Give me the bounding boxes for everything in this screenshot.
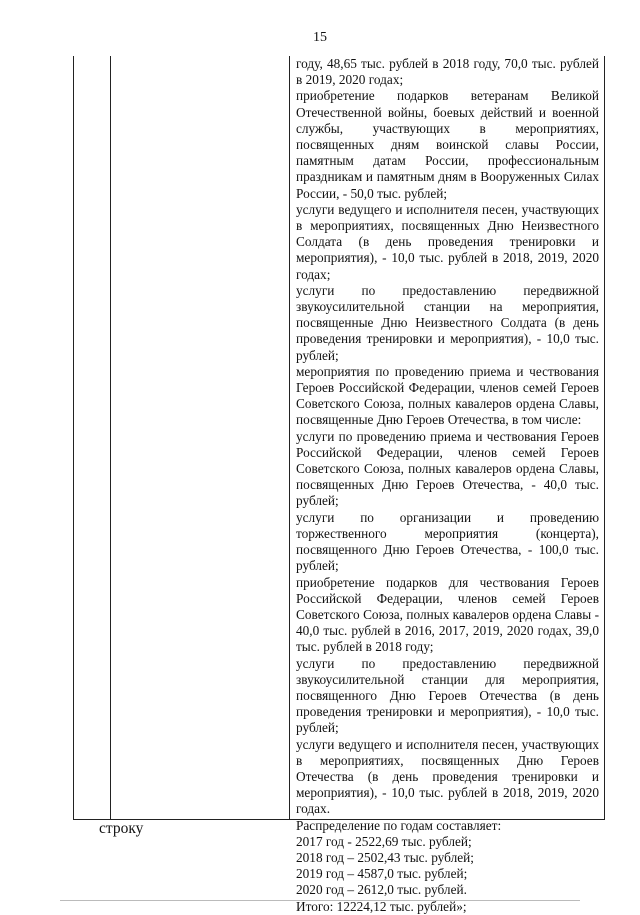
cell-paragraph: услуги по предоставлению передвижной звукоусилительной станции на мероприятия, посвященные Дню Неизвестного Солдата (в день проведения тренировки и мероприятия), - 10,0 тыс. рублей; <box>296 282 599 363</box>
cell-paragraph: приобретение подарков ветеранам Великой Отечественной войны, боевых действий и военной службы, участвующих в мероприятиях, посвященных дням воинской славы России, памятным датам России, профессиональным праздникам и памятным дням в Вооруженных Силах России, - 50,0 тыс. рублей; <box>296 88 599 201</box>
cell-paragraph: 2019 год – 4587,0 тыс. рублей; <box>296 866 468 882</box>
table-cell-text <box>296 56 599 915</box>
footer-text: строку <box>99 820 144 837</box>
cell-paragraph: Распределение по годам составляет: <box>296 817 502 833</box>
cell-paragraph: Итого: 12224,12 тыс. рублей»; <box>296 898 467 914</box>
page-number: 15 <box>313 30 327 45</box>
cell-paragraph: услуги ведущего и исполнителя песен, участвующих в мероприятиях, посвященных Дню Героев Отечества (в день проведения тренировки и мероприятия), - 10,0 тыс. рублей в 2018, 2019, 2020 годах. <box>296 736 599 817</box>
cell-paragraph: услуги по организации и проведению торжественного мероприятия (концерта), посвященного Дню Героев Отечества, - 100,0 тыс. рублей; <box>296 509 599 574</box>
table-column-divider <box>110 56 111 820</box>
page-bottom-divider <box>60 900 580 901</box>
cell-paragraph: 2018 год – 2502,43 тыс. рублей; <box>296 849 474 865</box>
cell-paragraph: году, 48,65 тыс. рублей в 2018 году, 70,0 тыс. рублей в 2019, 2020 годах; <box>296 56 599 88</box>
cell-paragraph: 2017 год - 2522,69 тыс. рублей; <box>296 833 472 849</box>
cell-paragraph: 2020 год – 2612,0 тыс. рублей. <box>296 882 467 898</box>
table-border-right <box>604 56 605 820</box>
cell-paragraph: услуги по предоставлению передвижной звукоусилительной станции для мероприятия, посвященного Дню Героев Отечества (в день проведения тренировки и мероприятия), - 10,0 тыс. рублей; <box>296 655 599 736</box>
cell-paragraph: мероприятия по проведению приема и чествования Героев Российской Федерации, членов семей Героев Советского Союза, полных кавалеров ордена Славы, посвященные Дню Героев Отечества, в том числе: <box>296 363 599 428</box>
table-column-divider <box>289 56 290 820</box>
table-border-left <box>73 56 74 820</box>
cell-paragraph: приобретение подарков для чествования Героев Российской Федерации, членов семей Героев Советского Союза, полных кавалеров ордена Славы - 40,0 тыс. рублей в 2016, 2017, 2019, 2020 годах, 39,0 тыс. рублей в 2018 году; <box>296 574 599 655</box>
cell-paragraph: услуги ведущего и исполнителя песен, участвующих в мероприятиях, посвященных Дню Неизвестного Солдата (в день проведения тренировки и мероприятия), - 10,0 тыс. рублей в 2018, 2019, 2020 годах; <box>296 201 599 282</box>
cell-paragraph: услуги по проведению приема и чествования Героев Российской Федерации, членов семей Героев Советского Союза, полных кавалеров ордена Славы, посвященных Дню Героев Отечества, - 40,0 тыс. рублей; <box>296 428 599 509</box>
